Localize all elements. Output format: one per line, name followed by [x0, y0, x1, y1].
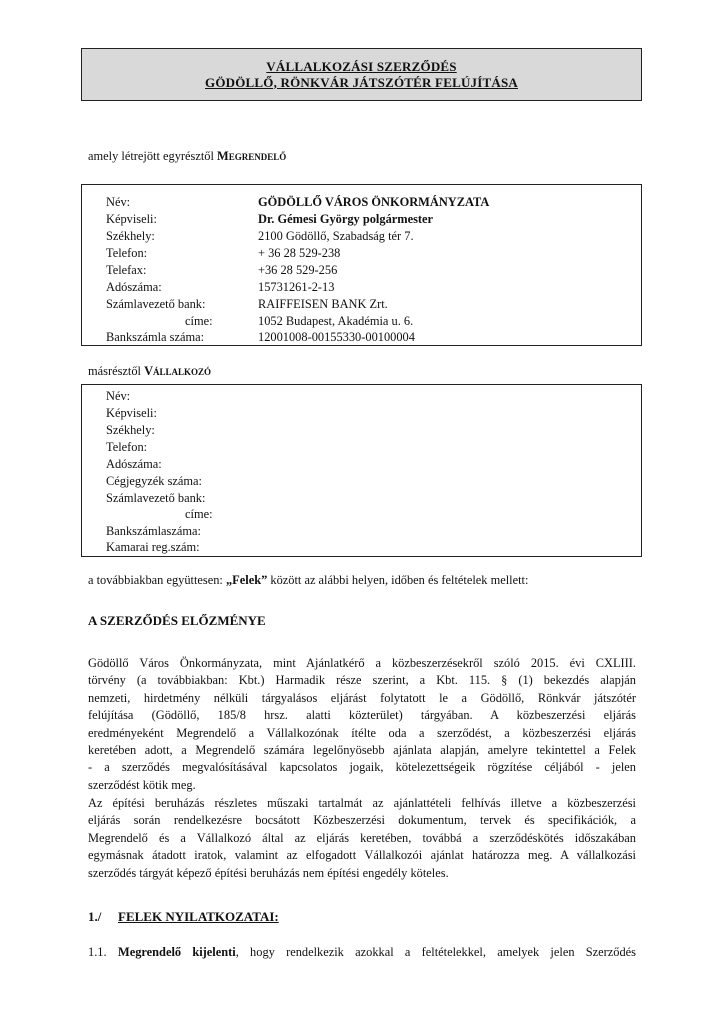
section-1-title: FELEK NYILATKOZATAI: [118, 909, 279, 924]
customer-label: Telefax: [106, 263, 147, 277]
customer-row [82, 246, 641, 262]
contractor-label: Telefon: [106, 440, 148, 454]
paragraph-line: felújítása (Gödöllő, 185/8 hrsz. alatti közterület) tárgyában. A közbeszerzési eljárás [88, 708, 636, 723]
paragraph-background-1 [88, 655, 636, 794]
intro-customer-party: Megrendelő [217, 149, 287, 163]
customer-value: GÖDÖLLŐ VÁROS ÖNKORMÁNYZATA [258, 195, 490, 209]
section-heading-background: A SZERZŐDÉS ELŐZMÉNYE [88, 613, 266, 628]
paragraph-line: törvény (a továbbiakban: Kbt.) Harmadik része szerint, a Kbt. 115. § (1) bekezdés alapján [88, 673, 636, 688]
clause-1-1 [88, 945, 636, 960]
contractor-label: címe: [185, 507, 213, 521]
customer-row [82, 263, 641, 279]
intro-contractor-party: Vállalkozó [144, 364, 212, 378]
customer-row [82, 314, 641, 330]
contractor-label: Név: [106, 389, 131, 403]
contractor-row [82, 491, 641, 507]
paragraph-background-2 [88, 795, 636, 882]
paragraph-line: Az építési beruházás részletes műszaki tartalmát az ajánlattételi felhívás illetve a közbeszerzési [88, 796, 636, 810]
customer-value: 15731261-2-13 [258, 280, 335, 294]
paragraph-line: Megrendelő és a Vállalkozó által az eljárás keretében, továbbá a szerződéskötés időszakában [88, 830, 636, 845]
contractor-label: Adószáma: [106, 457, 162, 471]
section-1-number: 1./ [88, 909, 102, 924]
customer-label: Képviseli: [106, 212, 157, 226]
contractor-row [82, 524, 641, 540]
contractor-row [82, 474, 641, 490]
customer-row [82, 330, 641, 346]
customer-row [82, 195, 641, 211]
paragraph-line: egymásnak átadott iratok, valamint az elfogadott Vállalkozói ajánlat határozza meg. A vállalkozási [88, 848, 636, 863]
customer-value: + 36 28 529-238 [258, 246, 341, 260]
together-suffix: között az alábbi helyen, időben és feltételek mellett: [267, 573, 529, 587]
together-line [88, 573, 528, 588]
section-1-heading [88, 909, 279, 925]
customer-value: 1052 Budapest, Akadémia u. 6. [258, 314, 414, 328]
contract-subtitle: GÖDÖLLŐ, RÖNKVÁR JÁTSZÓTÉR FELÚJÍTÁSA [205, 74, 518, 90]
paragraph-line: eredményeként Megrendelő a Vállalkozónak ítélte oda a szerződést, a közbeszerzési eljárás [88, 725, 636, 740]
clause-1-1-number: 1.1. [88, 945, 107, 959]
title-box [81, 48, 642, 101]
customer-value: 12001008-00155330-00100004 [258, 330, 415, 344]
paragraph-line: eljárás során rendelkezésre bocsátott Közbeszerzési dokumentum, tervek és specifikációk, a [88, 813, 636, 828]
customer-label: Székhely: [106, 229, 155, 243]
contractor-row [82, 389, 641, 405]
contractor-label: Kamarai reg.szám: [106, 540, 200, 554]
clause-1-1-bold: Megrendelő kijelenti [118, 945, 236, 959]
customer-row [82, 297, 641, 313]
customer-label: Számlavezető bank: [106, 297, 206, 311]
contract-title: VÁLLALKOZÁSI SZERZŐDÉS [266, 58, 457, 74]
customer-value: +36 28 529-256 [258, 263, 338, 277]
paragraph-line: - a szerződés megvalósításával kapcsolatos jogaik, kötelezettségeik rögzítése céljából - jelen [88, 760, 636, 775]
contractor-label: Képviseli: [106, 406, 157, 420]
customer-row [82, 229, 641, 245]
together-prefix: a továbbiakban együttesen: [88, 573, 226, 587]
contractor-row [82, 406, 641, 422]
clause-1-1-text [118, 945, 636, 960]
contractor-row [82, 507, 641, 523]
paragraph-line: Gödöllő Város Önkormányzata, mint Ajánlatkérő a közbeszerzésekről szóló 2015. évi CXLIII. [88, 656, 636, 670]
customer-label: Adószáma: [106, 280, 162, 294]
contractor-label: Bankszámlaszáma: [106, 524, 201, 538]
contractor-label: Számlavezető bank: [106, 491, 206, 505]
paragraph-line: nemzeti, hirdetmény nélküli tárgyalásos eljárást folytatott le a Gödöllő, Rönkvár játszótér [88, 690, 636, 705]
customer-value: 2100 Gödöllő, Szabadság tér 7. [258, 229, 414, 243]
paragraph-line: keretében adott, a Megrendelő számára legelőnyösebb ajánlata alapján, amelyre tekintettel a Felek [88, 742, 636, 757]
clause-1-1-rest: , hogy rendelkezik azokkal a feltételekkel, amelyek jelen Szerződés [235, 945, 636, 959]
contractor-label: Cégjegyzék száma: [106, 474, 202, 488]
customer-label: címe: [185, 314, 213, 328]
paragraph-line: szerződés tárgyát képező építési beruházás nem építési engedély köteles. [88, 865, 449, 880]
intro-contractor-line [88, 364, 211, 379]
customer-row [82, 280, 641, 296]
intro-customer-prefix: amely létrejött egyrésztől [88, 149, 218, 163]
customer-value: RAIFFEISEN BANK Zrt. [258, 297, 388, 311]
contractor-box [81, 384, 642, 557]
customer-row [82, 212, 641, 228]
customer-label: Bankszámla száma: [106, 330, 205, 344]
contractor-label: Székhely: [106, 423, 155, 437]
contractor-row [82, 540, 641, 556]
paragraph-line: szerződést kötik meg. [88, 777, 196, 792]
customer-label: Telefon: [106, 246, 148, 260]
intro-customer-line [88, 149, 286, 164]
contractor-row [82, 423, 641, 439]
together-term: „Felek” [225, 573, 268, 587]
contractor-row [82, 457, 641, 473]
customer-value: Dr. Gémesi György polgármester [258, 212, 434, 226]
contractor-row [82, 440, 641, 456]
intro-contractor-prefix: másrésztől [88, 364, 145, 378]
customer-label: Név: [106, 195, 131, 209]
customer-box [81, 184, 642, 346]
